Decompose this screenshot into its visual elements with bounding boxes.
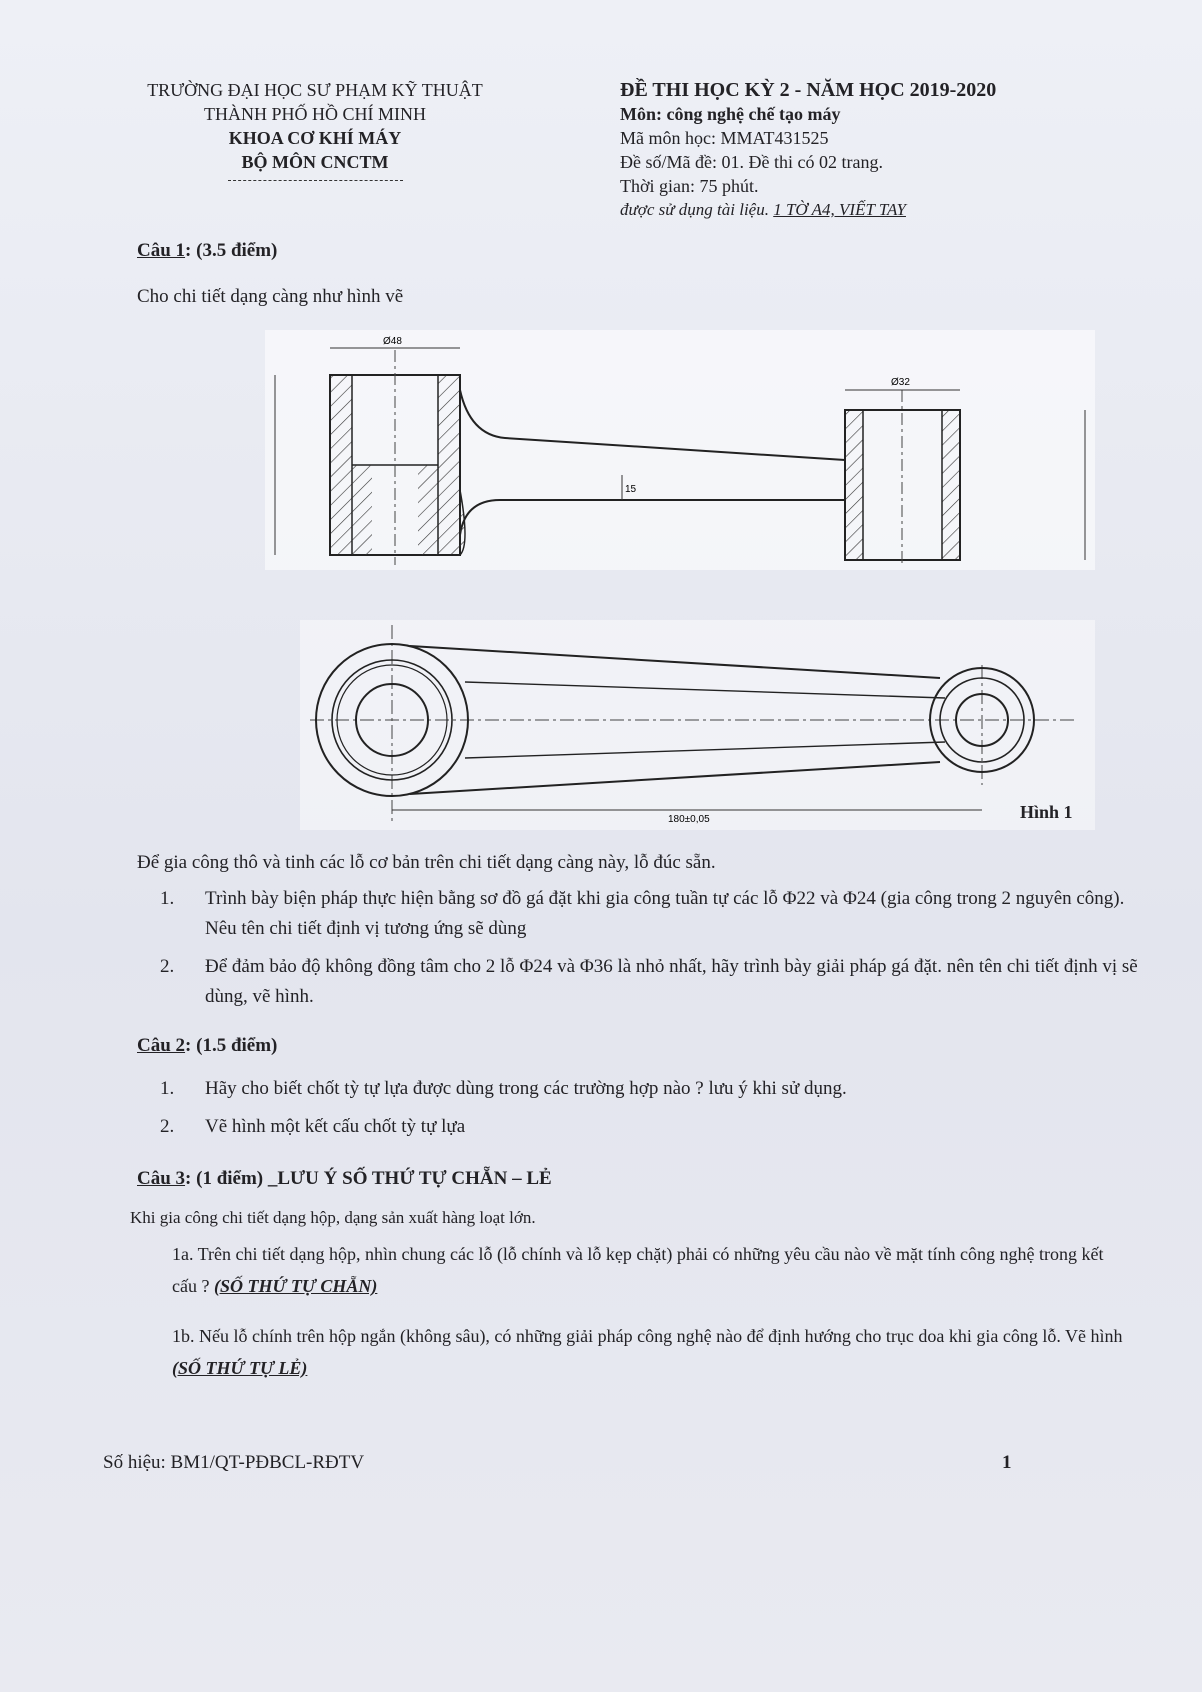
- q3-heading: [137, 1168, 552, 1190]
- q2-points: : (1.5 điểm): [185, 1035, 278, 1056]
- exam-time: Thời gian: 75 phút.: [620, 176, 759, 196]
- q2-label: Câu 2: [137, 1035, 186, 1056]
- q1-lead: Để gia công thô và tinh các lỗ cơ bản trên chi tiết dạng càng này, lỗ đúc sẵn.: [137, 852, 716, 873]
- header-divider: [228, 180, 403, 181]
- q1-item: [160, 884, 1160, 944]
- page-number: 1: [1002, 1452, 1012, 1473]
- q3-part-a-text: 1a. Trên chi tiết dạng hộp, nhìn chung các lỗ (lỗ chính và lỗ kẹp chặt) phải có những yêu cầu nào về mặt tính công nghệ trong kết cấu ?: [172, 1244, 1104, 1296]
- dim-d48-label: Ø48: [383, 336, 402, 347]
- university-header: [105, 78, 525, 181]
- q1-item-number: 2.: [160, 956, 175, 977]
- subject-label: Môn:: [620, 104, 662, 124]
- drawing-section-view: [265, 330, 1095, 570]
- q3-part-b-text: 1b. Nếu lỗ chính trên hộp ngắn (không sâu), có những giải pháp công nghệ nào để định hướng cho trục doa khi gia công lỗ. Vẽ hình: [172, 1326, 1123, 1346]
- faculty-name: KHOA CƠ KHÍ MÁY: [228, 128, 402, 148]
- city-name: THÀNH PHỐ HỒ CHÍ MINH: [204, 104, 426, 124]
- university-name: TRƯỜNG ĐẠI HỌC SƯ PHẠM KỸ THUẬT: [147, 80, 483, 100]
- q3-part-b-note: (SỐ THỨ TỰ LẺ): [172, 1358, 308, 1378]
- dim-d32-label: Ø32: [891, 377, 910, 388]
- subject-line: [620, 102, 1160, 126]
- q1-items: [160, 884, 1160, 1020]
- exam-header: [620, 78, 1160, 222]
- figure-caption: Hình 1: [1020, 802, 1073, 822]
- exam-title: ĐỀ THI HỌC KỲ 2 - NĂM HỌC 2019-2020: [620, 79, 997, 101]
- q2-heading: [137, 1035, 277, 1057]
- q1-heading: [137, 240, 277, 262]
- q1-item-text: Trình bày biện pháp thực hiện bằng sơ đồ gá đặt khi gia công tuần tự các lỗ Φ22 và Φ24 (gia công trong 2 nguyên công). Nêu tên chi tiết định vị tương ứng sẽ dùng: [205, 888, 1125, 939]
- exam-number: Đề số/Mã đề: 01. Đề thi có 02 trang.: [620, 152, 883, 172]
- q1-item-number: 1.: [160, 888, 175, 909]
- q3-part-a: [172, 1238, 1132, 1302]
- q3-part-a-note: (SỐ THỨ TỰ CHẴN): [213, 1276, 378, 1296]
- q1-label: Câu 1: [137, 240, 186, 261]
- q3-part-b: [172, 1320, 1132, 1384]
- course-code: Mã môn học: MMAT431525: [620, 128, 829, 148]
- q1-points: : (3.5 điểm): [185, 240, 278, 261]
- q3-points: : (1 điểm) _LƯU Ý SỐ THỨ TỰ CHẴN – LẺ: [185, 1168, 552, 1189]
- form-code: Số hiệu: BM1/QT-PĐBCL-RĐTV: [103, 1452, 365, 1473]
- q1-item-text: Để đảm bảo độ không đồng tâm cho 2 lỗ Φ24 và Φ36 là nhỏ nhất, hãy trình bày giải pháp gá đặt. nên tên chi tiết định vị sẽ dùng, vẽ hình.: [205, 956, 1138, 1007]
- q1-intro: Cho chi tiết dạng càng như hình vẽ: [137, 286, 404, 307]
- q2-item-text: Vẽ hình một kết cấu chốt tỳ tự lựa: [205, 1116, 466, 1137]
- subject-value: công nghệ chế tạo máy: [666, 104, 841, 124]
- q2-item-number: 2.: [160, 1116, 175, 1137]
- dim-180-label: 180±0,05: [668, 814, 710, 825]
- materials-line: [620, 198, 1160, 222]
- q2-item-number: 1.: [160, 1078, 175, 1099]
- materials-prefix: được sử dụng tài liệu.: [620, 200, 769, 219]
- materials-value: 1 TỜ A4, VIẾT TAY: [773, 200, 906, 219]
- department-name: BỘ MÔN CNCTM: [241, 152, 389, 172]
- q2-items: [160, 1074, 1160, 1150]
- dim-15-label: 15: [625, 484, 637, 495]
- q3-label: Câu 3: [137, 1168, 186, 1189]
- drawing-top-view: [300, 620, 1095, 830]
- q2-item: [160, 1074, 1160, 1104]
- q3-intro: Khi gia công chi tiết dạng hộp, dạng sản xuất hàng loạt lớn.: [130, 1208, 536, 1227]
- q2-item: [160, 1112, 1160, 1142]
- q1-item: [160, 952, 1160, 1012]
- q2-item-text: Hãy cho biết chốt tỳ tự lựa được dùng trong các trường hợp nào ? lưu ý khi sử dụng.: [205, 1078, 847, 1099]
